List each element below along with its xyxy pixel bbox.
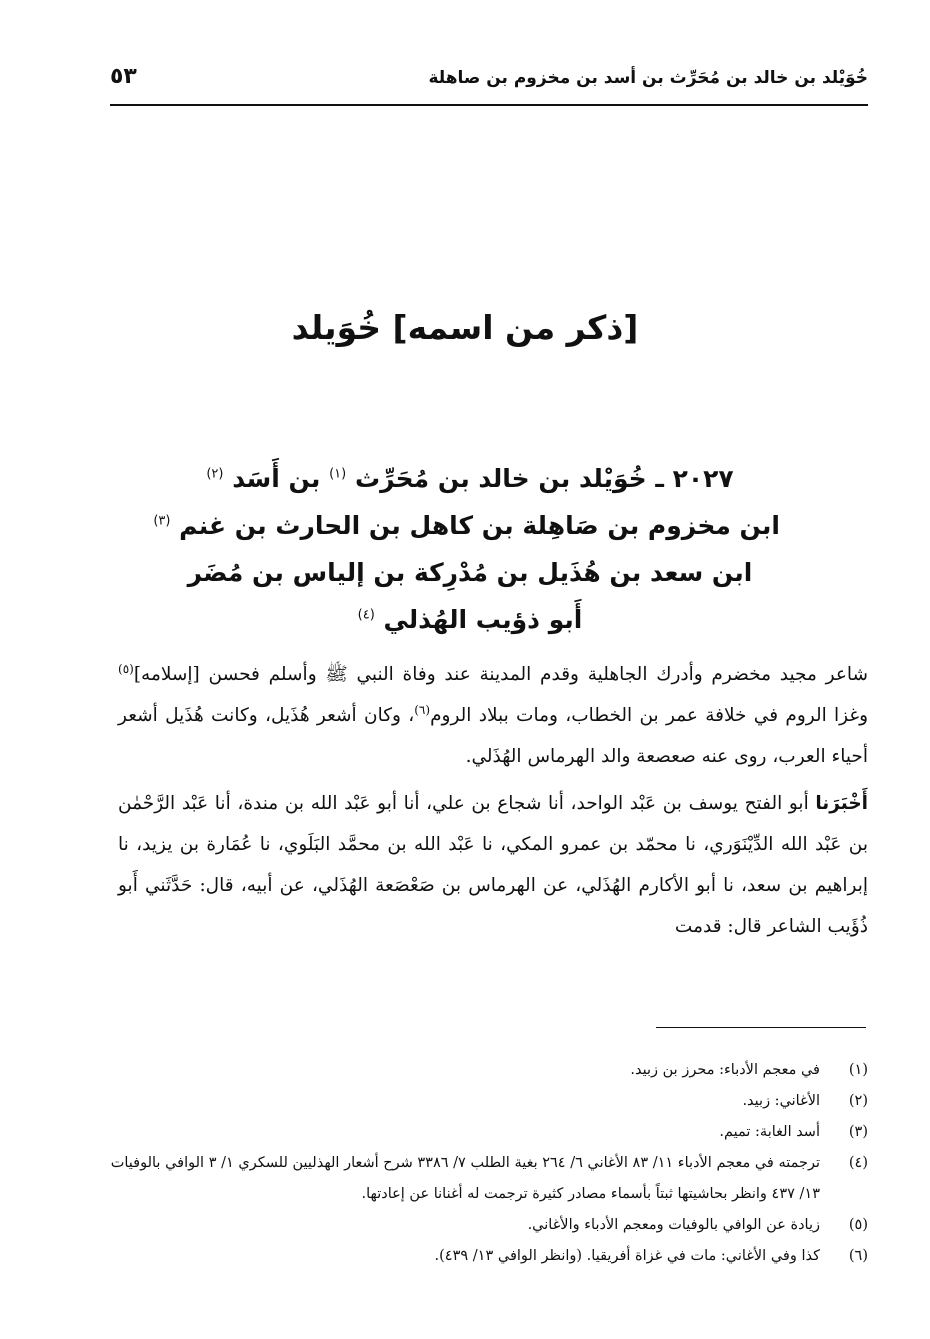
paragraph-1-part-a: شاعر مجيد مخضرم وأدرك الجاهلية وقدم المدينة عند وفاة النبي ﷺ وأسلم فحسن [إسلامه]	[133, 664, 868, 685]
footnotes	[110, 1055, 868, 1272]
footnote-ref-4: (٤)	[357, 607, 375, 623]
entry-name-part-2: بن أَسَد	[232, 464, 321, 493]
footnote-number: (٥)	[848, 1217, 868, 1233]
entry-title-line-1	[160, 455, 780, 502]
entry-kunya: أَبو ذؤيب الهُذلي	[383, 605, 583, 634]
footnote-text: الأغاني: زبيد.	[742, 1093, 820, 1109]
paragraph-2-lead-word: أَخْبَرَنا	[815, 793, 868, 814]
footnote-text: ترجمته في معجم الأدباء ١١/ ٨٣ الأغاني ٦/ ٢٦٤ بغية الطلب ٧/ ٣٣٨٦ شرح أشعار الهذليين للسكري ١/ ٣ الوافي بالوفيات ١٣/ ٤٣٧ وانظر بحاشيتها ثبتاً بأسماء مصادر كثيرة ترجمت له أغنانا عن إعادتها.	[110, 1155, 820, 1202]
footnote-ref-1: (١)	[329, 466, 347, 482]
footnote-number: (٤)	[848, 1155, 868, 1171]
footnote-ref-6: (٦)	[414, 702, 431, 717]
footnote-2	[110, 1086, 868, 1117]
footnote-ref-5: (٥)	[118, 661, 134, 676]
footnote-4	[110, 1148, 868, 1210]
footnote-separator	[656, 1027, 866, 1028]
footnote-ref-3: (٣)	[153, 513, 171, 529]
paragraph-isnad	[118, 783, 868, 947]
footnote-text: أسد الغابة: تميم.	[719, 1124, 820, 1140]
footnote-number: (٦)	[848, 1248, 868, 1264]
entry-title-line-2	[153, 502, 780, 549]
paragraph-biography	[118, 654, 868, 777]
footnote-number: (٢)	[848, 1093, 868, 1109]
footnote-number: (٣)	[848, 1124, 868, 1140]
paragraph-1-part-b: وغزا الروم في خلافة عمر بن الخطاب، ومات ببلاد الروم	[430, 705, 868, 726]
entry-title	[153, 455, 780, 643]
footnote-text: زيادة عن الوافي بالوفيات ومعجم الأدباء والأغاني.	[527, 1217, 820, 1233]
paragraph-2-text: أبو الفتح يوسف بن عَبْد الواحد، أنا شجاع بن علي، أنا أبو عَبْد الله بن مندة، أنا عَبْد الرَّحْمٰن بن عَبْد الله الدِّيْنَوَري، نا محمّد بن عمرو المكي، نا عَبْد الله بن محمَّد البَلَوي، نا عُمَارة بن يزيد، نا إبراهيم بن سعد، نا أبو الأكارم الهُذَلي، عن الهرماس بن صَعْصَعة الهُذَلي، عن أبيه، قال: حَدَّثَني أَبو ذُؤَيب الشاعر قال: قدمت	[118, 793, 868, 937]
entry-lineage-2: ابن مخزوم بن صَاهِلة بن كاهل بن الحارث بن غنم	[179, 511, 780, 540]
footnote-1	[110, 1055, 868, 1086]
running-header	[110, 64, 868, 106]
entry-title-line-4	[160, 596, 780, 643]
footnote-number: (١)	[848, 1062, 868, 1078]
footnote-ref-2: (٢)	[206, 466, 224, 482]
entry-title-line-3	[160, 549, 780, 596]
entry-name-part-1: ٢٠٢٧ ـ خُوَيْلد بن خالد بن مُحَرِّث	[354, 464, 734, 493]
body-text	[118, 654, 868, 953]
running-title: خُوَيْلد بن خالد بن مُحَرِّث بن أسد بن مخزوم بن صاهلة	[428, 68, 868, 88]
page-number: ٥٣	[110, 64, 137, 89]
footnote-6	[110, 1241, 868, 1272]
entry-lineage-3: ابن سعد بن هُذَيل بن مُدْرِكة بن إلياس بن مُضَر	[187, 558, 753, 587]
footnote-3	[110, 1117, 868, 1148]
footnote-text: كذا وفي الأغاني: مات في غزاة أفريقيا. (وانظر الوافي ١٣/ ٤٣٩).	[434, 1248, 820, 1264]
footnote-text: في معجم الأدباء: محرز بن زبيد.	[630, 1062, 820, 1078]
section-heading: [ذكر من اسمه] خُوَيلد	[291, 308, 639, 347]
footnote-5	[110, 1210, 868, 1241]
paragraph-1-part-c: ، وكان أشعر هُذَيل، وكانت هُذَيل أشعر أحياء العرب، روى عنه صعصعة والد الهرماس الهُذَلي.	[118, 705, 868, 767]
